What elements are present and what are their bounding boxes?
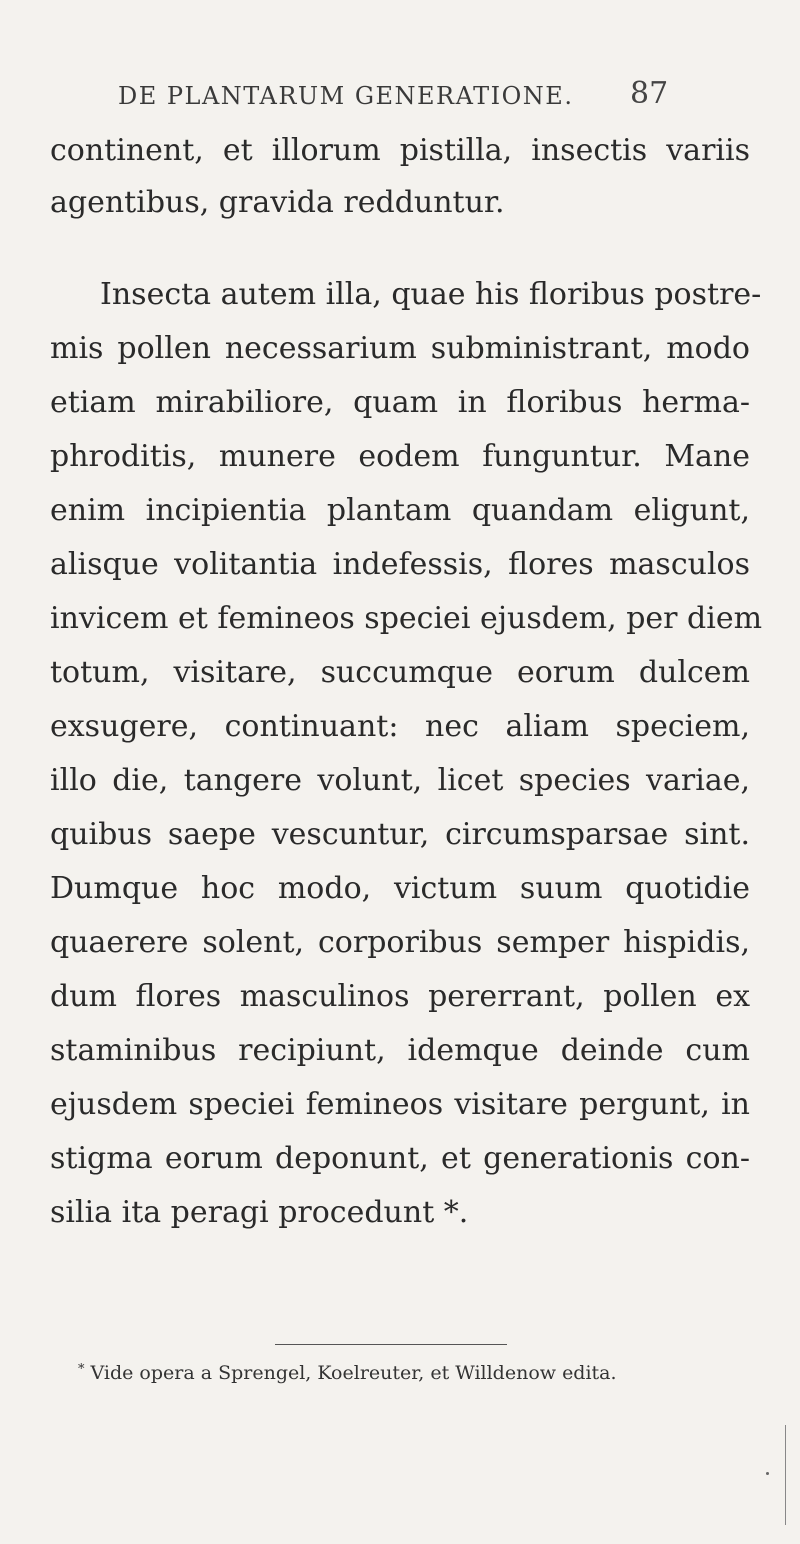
text-line: totum, visitare, succumque eorum dulcem bbox=[50, 655, 750, 690]
text-line: Insecta autem illa, quae his floribus postre- bbox=[100, 277, 762, 312]
text-line: mis pollen necessarium subministrant, modo bbox=[50, 331, 750, 366]
text-line: stigma eorum deponunt, et generationis con- bbox=[50, 1141, 750, 1176]
footnote-rule bbox=[275, 1344, 507, 1345]
text-line: ejusdem speciei femineos visitare pergunt, in bbox=[50, 1087, 750, 1122]
text-line: dum flores masculinos pererrant, pollen ex bbox=[50, 979, 750, 1014]
text-line: quaerere solent, corporibus semper hispidis, bbox=[50, 925, 750, 960]
text-line: Dumque hoc modo, victum suum quotidie bbox=[50, 871, 750, 906]
text-line: enim incipientia plantam quandam eligunt, bbox=[50, 493, 750, 528]
text-line: continent, et illorum pistilla, insectis variis bbox=[50, 133, 750, 168]
text-line: quibus saepe vescuntur, circumsparsae sint. bbox=[50, 817, 750, 852]
page-edge-line bbox=[785, 1425, 786, 1525]
text-line: agentibus, gravida redduntur. bbox=[50, 185, 505, 220]
text-line: alisque volitantia indefessis, flores masculos bbox=[50, 547, 750, 582]
text-line: phroditis, munere eodem funguntur. Mane bbox=[50, 439, 750, 474]
text-line: etiam mirabiliore, quam in floribus herma- bbox=[50, 385, 750, 420]
footnote bbox=[78, 1362, 617, 1384]
text-line: invicem et femineos speciei ejusdem, per diem bbox=[50, 601, 763, 636]
text-line: illo die, tangere volunt, licet species variae, bbox=[50, 763, 750, 798]
footnote-mark: * bbox=[78, 1362, 85, 1377]
text-line: staminibus recipiunt, idemque deinde cum bbox=[50, 1033, 750, 1068]
running-title: DE PLANTARUM GENERATIONE. bbox=[118, 82, 574, 110]
page-number: 87 bbox=[630, 76, 669, 111]
text-line: exsugere, continuant: nec aliam speciem, bbox=[50, 709, 750, 744]
text-line: silia ita peragi procedunt *. bbox=[50, 1195, 469, 1230]
speck bbox=[766, 1472, 769, 1475]
footnote-text: Vide opera a Sprengel, Koelreuter, et Willdenow edita. bbox=[90, 1362, 617, 1384]
